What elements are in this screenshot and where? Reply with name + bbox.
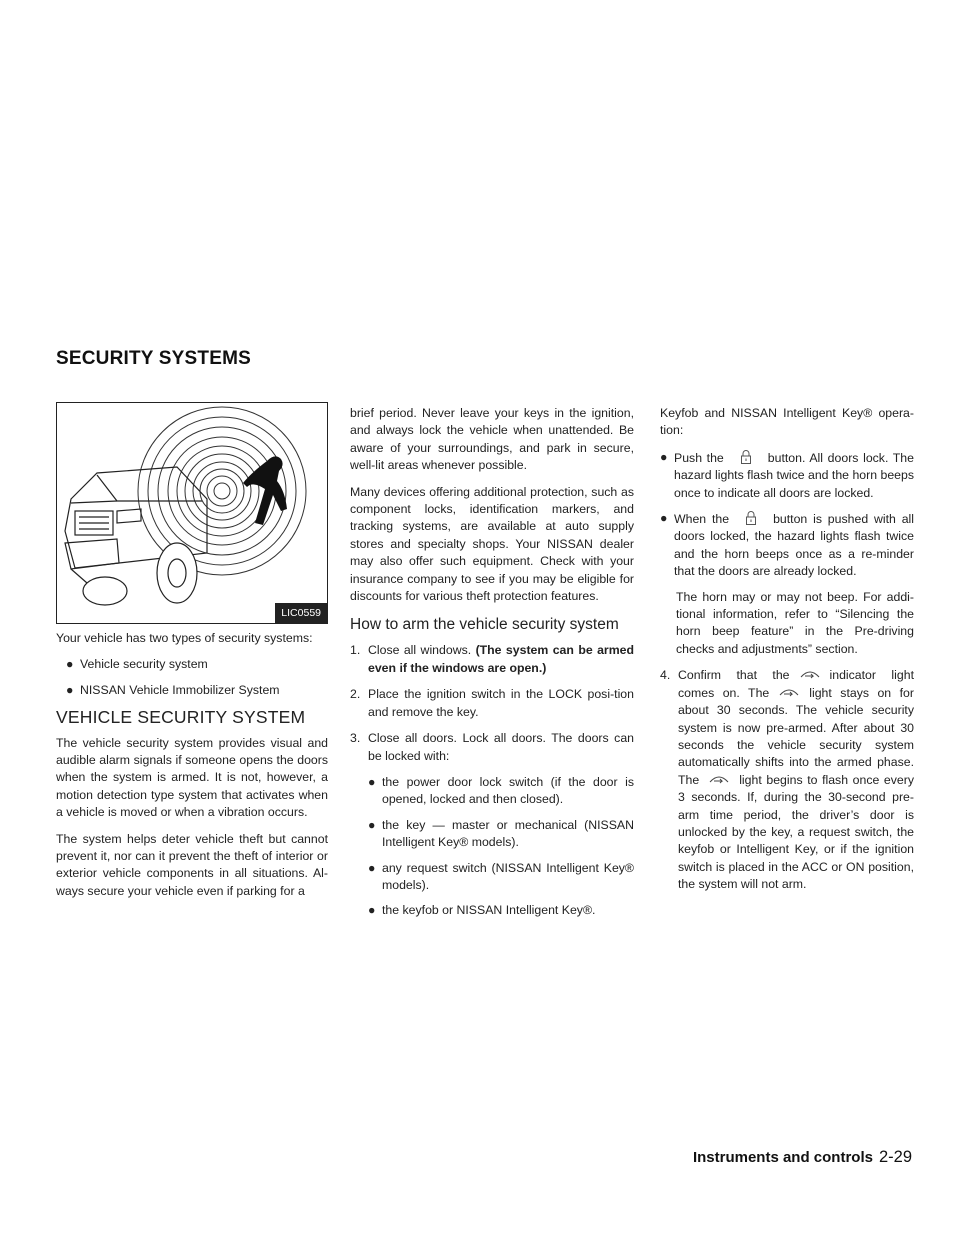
list-item: ● When the button is pushed with all doors locked, the hazard lights flash twice and the horn beeps once as a re-minder that the doors are already locked.: [660, 510, 914, 581]
security-indicator-icon: [778, 686, 800, 700]
lock-methods-list: [350, 774, 634, 920]
security-illustration: [56, 402, 328, 624]
column-2: [350, 405, 634, 928]
list-item: ● the power door lock switch (if the door is opened, locked and then closed).: [368, 774, 634, 809]
security-indicator-icon: [799, 668, 821, 682]
security-indicator-icon: [708, 773, 730, 787]
list-item: ● Push the button. All doors lock. The hazard lights flash twice and the horn beeps once to indicate all doors are locked.: [660, 449, 914, 502]
bullet-icon: ●: [368, 774, 376, 789]
column-3: [660, 405, 914, 903]
lock-icon: [745, 510, 757, 526]
list-item: ● any request switch (NISSAN Intelligent Key® models).: [368, 860, 634, 895]
bullet-icon: ●: [66, 657, 74, 672]
bullet-icon: ●: [660, 449, 668, 464]
step-2: 2. Place the ignition switch in the LOCK posi-tion and remove the key.: [350, 687, 634, 719]
section-heading: VEHICLE SECURITY SYSTEM: [56, 707, 306, 728]
step-4: 4. Confirm that the indicator light comes on. The light stays on for about 30 seconds. The vehicle security system is now pre-armed. After about 30 seconds the vehicle security system automatically shifts into the armed phase. The light begins to flash once every 3 seconds. If, during the 30-second pre-arm time period, the driver’s door is unlocked by the key, a request switch, the keyfob or Intelligent Key, or if the ignition switch is placed in the ACC or ON position, the system will not arm.: [660, 668, 914, 892]
paragraph: The vehicle security system provides visual and audible alarm signals if someone opens the doors when the system is armed. It is not, however, a motion detection type system that activates when a vehicle is moved or when a vibration occurs.: [56, 735, 328, 820]
step-3: 3. Close all doors. Lock all doors. The doors can be locked with:: [350, 731, 634, 763]
page-number: 2-29: [878, 1148, 912, 1166]
intro-text: Your vehicle has two types of security systems:: [56, 631, 313, 645]
step-1: 1. Close all windows. (The system can be armed even if the windows are open.): [350, 643, 634, 675]
chapter-title: Instruments and controls: [692, 1149, 873, 1166]
bullet-icon: ●: [368, 860, 376, 875]
truck-illustration: [57, 403, 327, 623]
bullet-icon: ●: [368, 903, 376, 918]
bullet-icon: ●: [66, 682, 74, 697]
page-footer: [693, 1148, 912, 1167]
column-1: [56, 402, 328, 909]
paragraph: brief period. Never leave your keys in the ignition, and always lock the vehicle when unattended. Be aware of your surroundings, and park in secure, well-lit areas whenever possible.: [350, 406, 634, 473]
figure-label: LIC0559: [275, 603, 327, 623]
paragraph: Keyfob and NISSAN Intelligent Key® opera-tion:: [660, 406, 914, 438]
list-item: ● NISSAN Vehicle Immobilizer System: [56, 682, 328, 699]
list-item: ● the keyfob or NISSAN Intelligent Key®.: [368, 902, 634, 919]
bullet-icon: ●: [368, 817, 376, 832]
subsection-heading: How to arm the vehicle security system: [350, 616, 619, 634]
paragraph: The horn may or may not beep. For addi-tional information, refer to “Silencing the horn beep feature” in the Pre-driving checks and adjustments” section.: [676, 589, 914, 656]
lock-icon: [740, 449, 752, 465]
list-item: ● Vehicle security system: [56, 656, 328, 673]
section-title: SECURITY SYSTEMS: [56, 348, 251, 369]
paragraph: Many devices offering additional protection, such as component locks, identification markers, and tracking systems, are available at auto supply stores and specialty shops. Your NISSAN dealer may also offer such equipment. Check with your insurance company to see if you may be eligible for discounts for various theft protection features.: [350, 484, 634, 604]
list-item: ● the key — master or mechanical (NISSAN Intelligent Key® models).: [368, 817, 634, 852]
paragraph: The system helps deter vehicle theft but cannot prevent it, nor can it prevent the theft of interior or exterior vehicle components in all situations. Al-ways secure your vehicle even if parking for a: [56, 831, 328, 898]
bullet-icon: ●: [660, 511, 668, 526]
